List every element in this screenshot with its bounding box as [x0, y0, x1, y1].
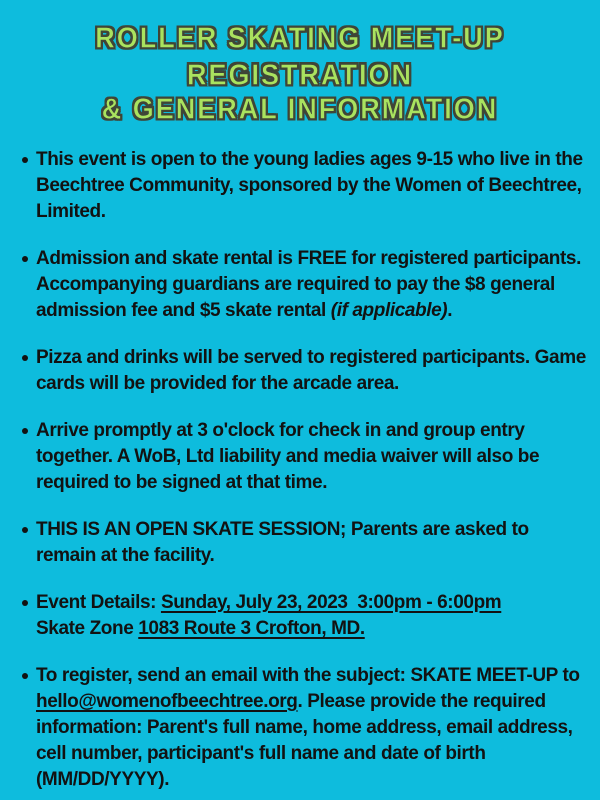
title-line-1: ROLLER SKATING MEET-UP REGISTRATION	[95, 22, 505, 91]
registration-lead: To register, send an email with the subject: SKATE MEET-UP to	[36, 665, 580, 686]
admission-italic-note: (if applicable)	[330, 300, 448, 321]
event-datetime: Sunday, July 23, 2023 3:00pm - 6:00pm	[160, 592, 502, 613]
info-list	[0, 147, 600, 793]
event-address: 1083 Route 3 Crofton, MD.	[138, 618, 365, 639]
admission-tail: .	[447, 300, 453, 321]
list-item-session	[36, 517, 590, 569]
bullet-icon	[22, 428, 28, 434]
session-text: THIS IS AN OPEN SKATE SESSION; Parents are asked to remain at the facility.	[36, 519, 529, 566]
registration-email: hello@womenofbeechtree.org	[36, 691, 298, 712]
event-details-label: Event Details:	[36, 592, 161, 613]
bullet-icon	[22, 600, 28, 606]
bullet-icon	[22, 256, 28, 262]
list-item-event-details	[36, 590, 590, 642]
list-item-arrival	[36, 418, 590, 496]
bullet-icon	[22, 673, 28, 679]
list-item-admission	[36, 246, 590, 324]
admission-text: Admission and skate rental is FREE for registered participants. Accompanying guardians are required to pay the $8 general admission fee and $5 skate rental	[36, 248, 581, 321]
list-item-registration	[36, 663, 590, 793]
bullet-icon	[22, 527, 28, 533]
arrival-text: Arrive promptly at 3 o'clock for check in and group entry together. A WoB, Ltd liability and media waiver will also be required to be signed at that time.	[36, 420, 540, 493]
list-item-food	[36, 345, 590, 397]
eligibility-text: This event is open to the young ladies ages 9-15 who live in the Beechtree Community, sponsored by the Women of Beechtree, Limited.	[36, 149, 583, 222]
bullet-icon	[22, 157, 28, 163]
food-text: Pizza and drinks will be served to registered participants. Game cards will be provided for the arcade area.	[36, 347, 586, 394]
list-item-eligibility	[36, 147, 590, 225]
page-title	[0, 22, 600, 127]
bullet-icon	[22, 355, 28, 361]
registration-tail: . Please provide the required information: Parent's full name, home address, email address, cell number, participant's full name and date of birth (MM/DD/YYYY).	[36, 691, 573, 790]
title-line-2: & GENERAL INFORMATION	[101, 93, 499, 125]
event-venue: Skate Zone	[36, 618, 139, 639]
